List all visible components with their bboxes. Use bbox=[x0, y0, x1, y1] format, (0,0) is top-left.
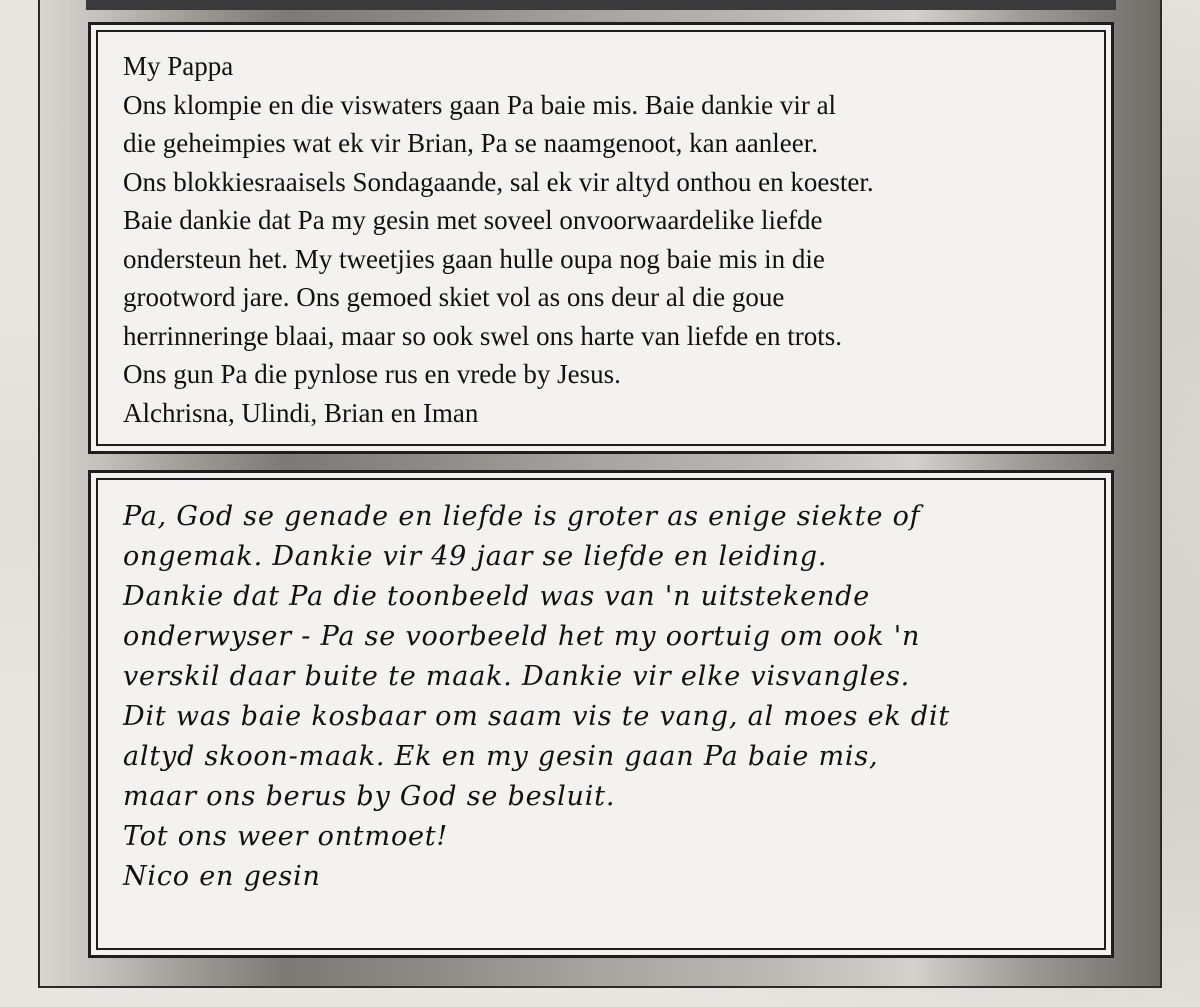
tribute-2-signature: Nico en gesin bbox=[123, 861, 321, 892]
tribute-1-line: Ons klompie en die viswaters gaan Pa baie mis. Baie dankie vir al bbox=[123, 89, 837, 120]
tribute-1-signature: Alchrisna, Ulindi, Brian en Iman bbox=[123, 397, 479, 428]
tribute-1-line: Baie dankie dat Pa my gesin met soveel onvoorwaardelike liefde bbox=[123, 205, 823, 235]
tribute-1-line: herrinneringe blaai, maar so ook swel ons harte van liefde en trots. bbox=[123, 320, 843, 351]
tribute-1-line: Ons gun Pa die pynlose rus en vrede by Jesus. bbox=[123, 359, 621, 389]
tribute-1-line: ondersteun het. My tweetjies gaan hulle oupa nog baie mis in die bbox=[123, 243, 825, 274]
tribute-2-line: Dankie dat Pa die toonbeeld was van 'n uitstekende bbox=[123, 581, 871, 612]
tribute-1-line: grootword jare. Ons gemoed skiet vol as ons deur al die goue bbox=[123, 282, 785, 312]
tribute-2-line: altyd skoon-maak. Ek en my gesin gaan Pa baie mis, bbox=[123, 741, 879, 772]
tribute-2-text bbox=[123, 497, 1081, 897]
tribute-2-line: ongemak. Dankie vir 49 jaar se liefde en leiding. bbox=[123, 541, 828, 572]
tribute-2-line: Dit was baie kosbaar om saam vis te vang, al moes ek dit bbox=[123, 701, 951, 732]
tribute-2-line: Pa, God se genade en liefde is groter as enige siekte of bbox=[123, 501, 921, 532]
tribute-2-line: maar ons berus by God se besluit. bbox=[123, 781, 616, 812]
top-frame-strip bbox=[86, 0, 1116, 10]
tribute-1-line: Ons blokkiesraaisels Sondagaande, sal ek vir altyd onthou en koester. bbox=[123, 166, 874, 197]
tribute-1-title: My Pappa bbox=[123, 51, 234, 81]
tribute-2-line: onderwyser - Pa se voorbeeld het my oortuig om ook 'n bbox=[123, 621, 921, 652]
tribute-card-nico bbox=[88, 470, 1114, 958]
tribute-card-my-pappa bbox=[88, 22, 1114, 454]
tribute-1-text bbox=[123, 47, 1081, 432]
tribute-1-line: die geheimpies wat ek vir Brian, Pa se naamgenoot, kan aanleer. bbox=[123, 128, 819, 158]
tribute-2-closing: Tot ons weer ontmoet! bbox=[123, 821, 449, 852]
tribute-2-line: verskil daar buite te maak. Dankie vir elke visvangles. bbox=[123, 661, 911, 692]
